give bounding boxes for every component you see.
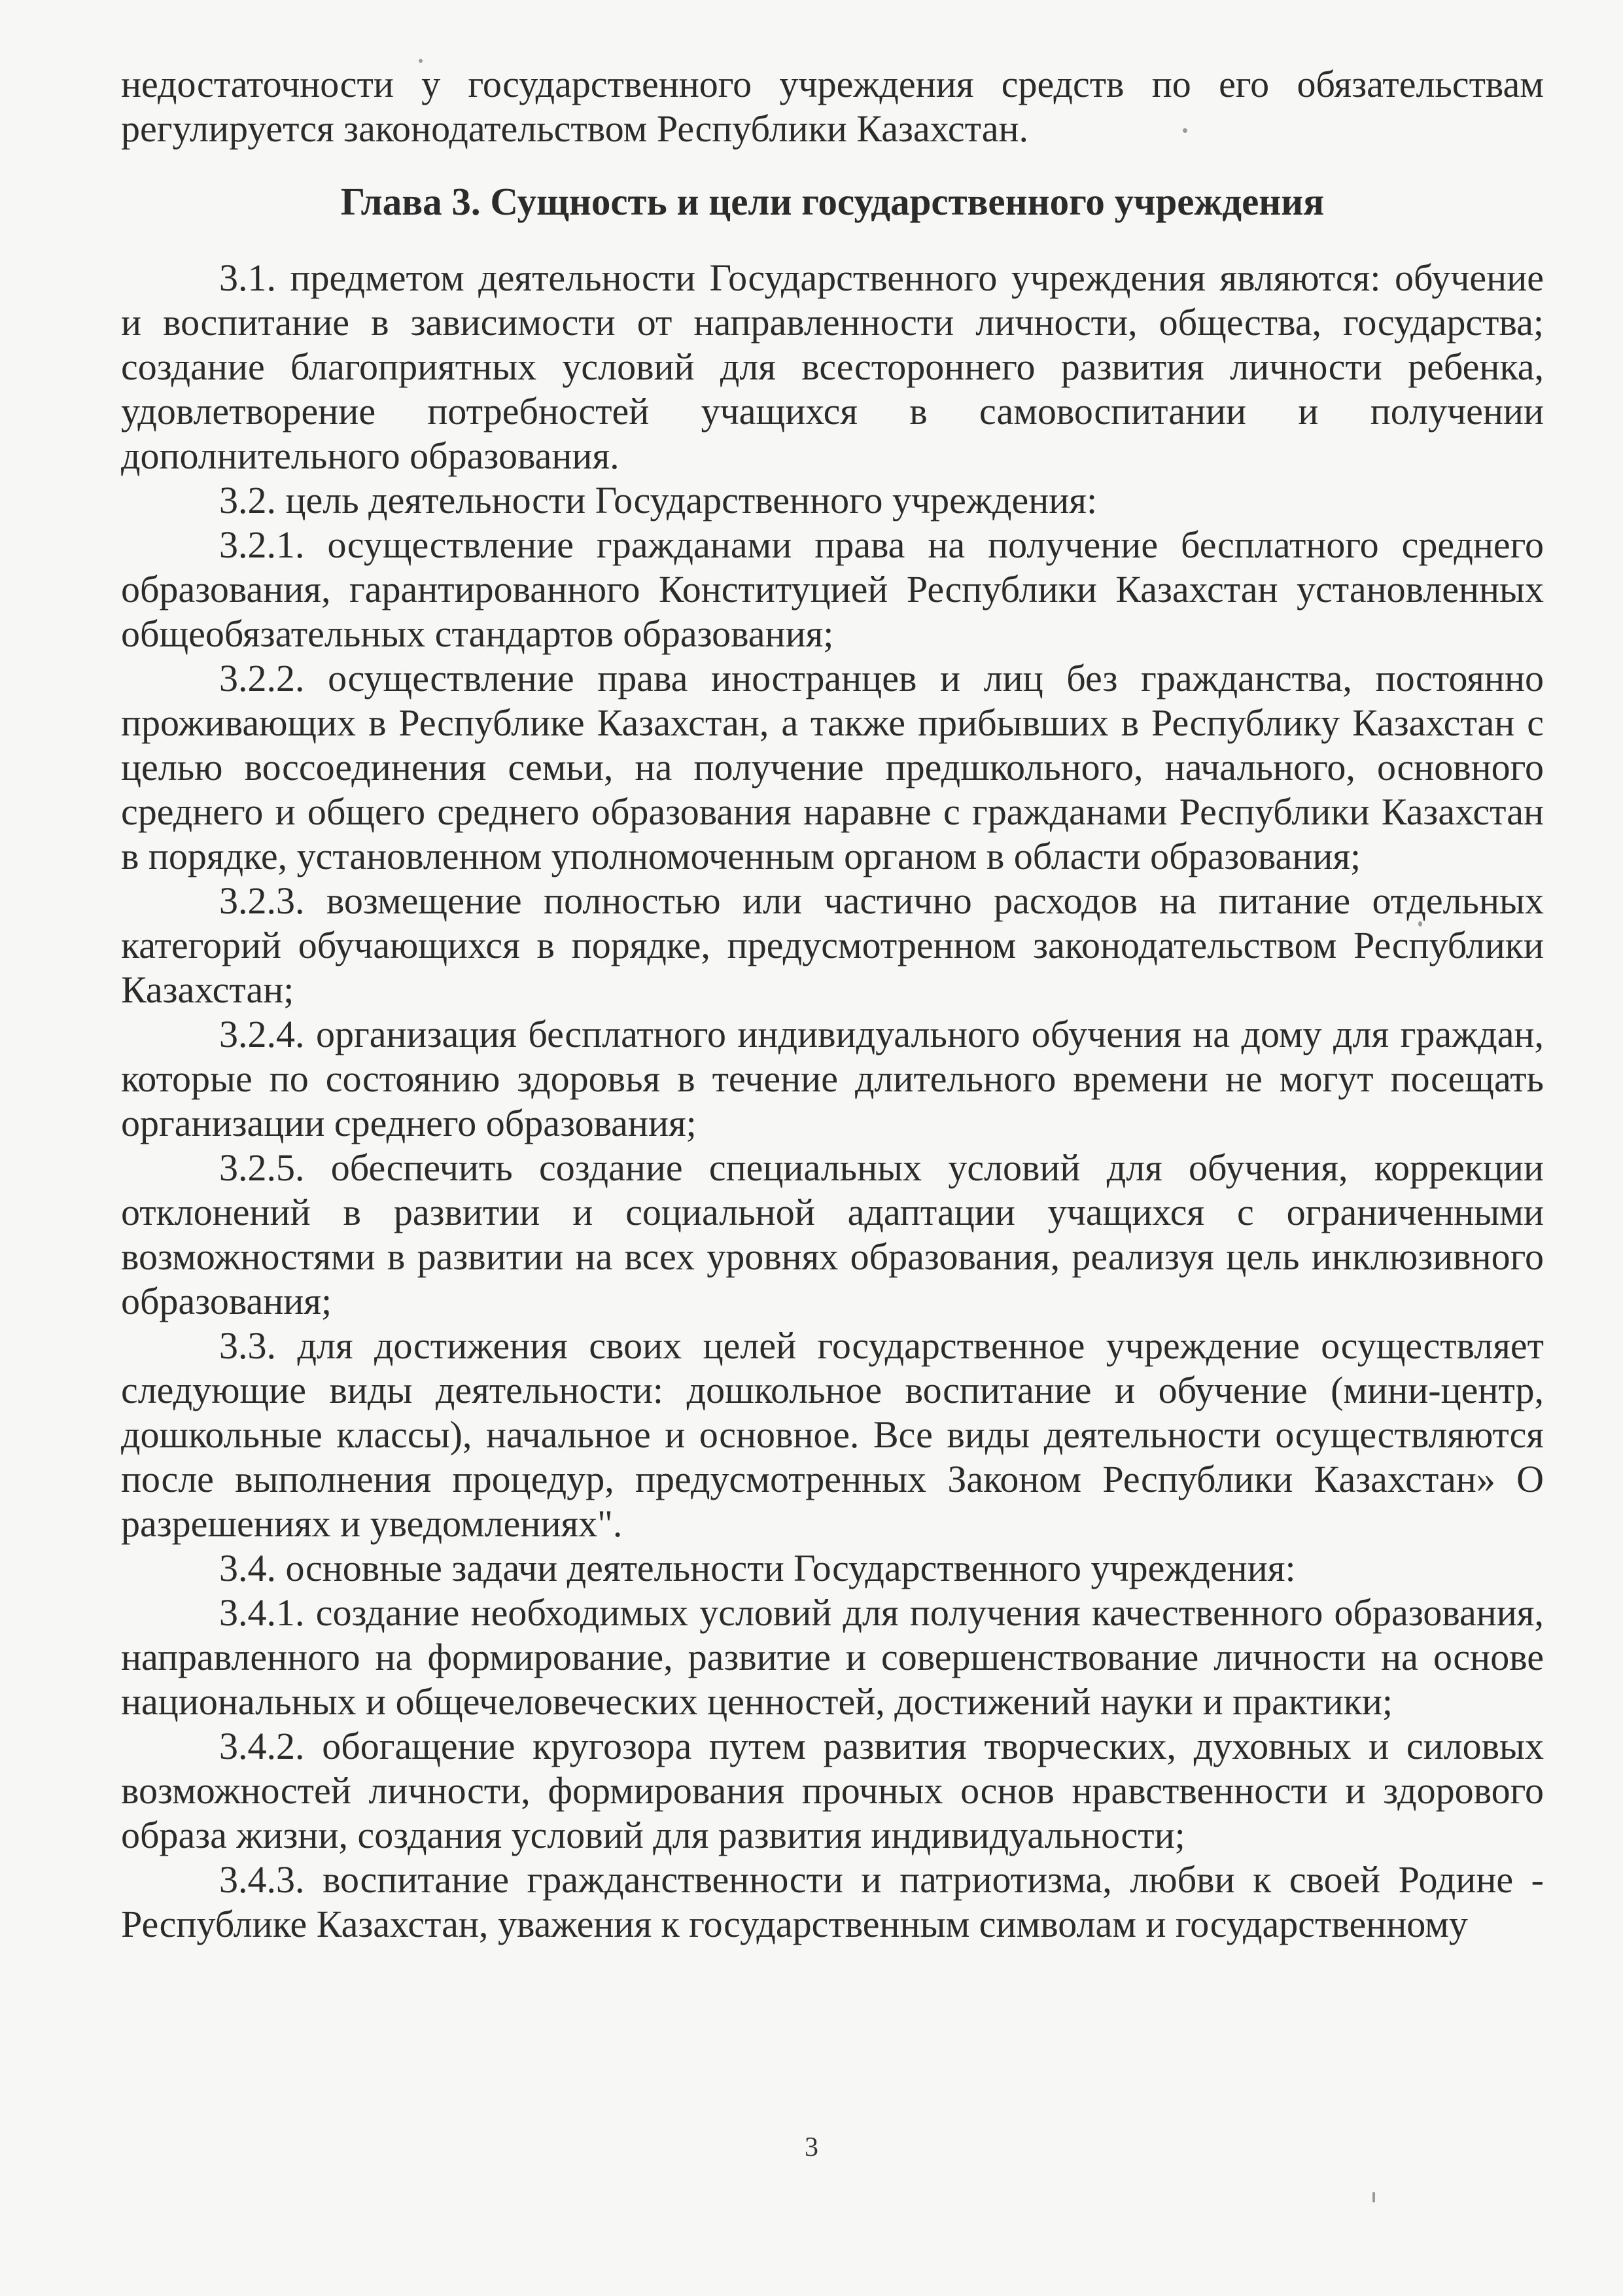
paragraph-3-2: 3.2. цель деятельности Государственного учреждения: [219,479,1098,521]
paragraph-3-2-2: 3.2.2. осуществление права иностранцев и лиц без гражданства, постоянно проживающих в Республике Казахстан, а также прибывших в Республику Казахстан с целью воссоединения семьи, на получение предшкольного, начального, основного среднего и общего среднего образования наравне с гражданами Республики Казахстан в порядке, установленном уполномоченным органом в области образования; [121,657,1544,877]
paragraph-3-4: 3.4. основные задачи деятельности Государственного учреждения: [219,1547,1296,1589]
chapter-heading: Глава 3. Сущность и цели государственного учреждения [340,180,1325,223]
paragraph-3-3: 3.3. для достижения своих целей государственное учреждение осуществляет следующие виды деятельности: дошкольное воспитание и обучение (мини-центр, дошкольные классы), начальное и основное. Все виды деятельности осуществляются после выполнения процедур, предусмотренных Законом Республики Казахстан» О разрешениях и уведомлениях". [121,1324,1544,1545]
page-number: 3 [805,2132,818,2163]
paragraph-3-4-2: 3.4.2. обогащение кругозора путем развития творческих, духовных и силовых возможностей личности, формирования прочных основ нравственности и здорового образа жизни, создания условий для развития индивидуальности; [121,1725,1544,1856]
paragraph-3-2-3: 3.2.3. возмещение полностью или частично расходов на питание отдельных категорий обучающихся в порядке, предусмотренном законодательством Республики Казахстан; [121,879,1544,1011]
paragraph-3-2-4: 3.2.4. организация бесплатного индивидуального обучения на дому для граждан, которые по состоянию здоровья в течение длительного времени не могут посещать организации среднего образования; [121,1013,1544,1144]
scan-speck [1372,2192,1375,2202]
paragraph-3-2-1: 3.2.1. осуществление гражданами права на получение бесплатного среднего образования, гарантированного Конституцией Республики Казахстан установленных общеобязательных стандартов образования; [121,523,1544,655]
paragraph-3-4-1: 3.4.1. создание необходимых условий для получения качественного образования, направленного на формирование, развитие и совершенствование личности на основе национальных и общечеловеческих ценностей, достижений науки и практики; [121,1591,1544,1723]
paragraph-3-1: 3.1. предметом деятельности Государственного учреждения являются: обучение и воспитание в зависимости от направленности личности, общества, государства; создание благоприятных условий для всестороннего развития личности ребенка, удовлетворение потребностей учащихся в самовоспитании и получении дополнительного образования. [121,256,1544,477]
paragraph-3-4-3: 3.4.3. воспитание гражданственности и патриотизма, любви к своей Родине - Республике Казахстан, уважения к государственным символам и государственному [121,1858,1544,1945]
intro-paragraph: недостаточности у государственного учреждения средств по его обязательствам регулируется законодательством Республики Казахстан. [121,63,1544,150]
document-body [121,62,1544,1947]
paragraph-3-2-5: 3.2.5. обеспечить создание специальных условий для обучения, коррекции отклонений в развитии и социальной адаптации учащихся с ограниченными возможностями в развитии на всех уровнях образования, реализуя цель инклюзивного образования; [121,1146,1544,1322]
